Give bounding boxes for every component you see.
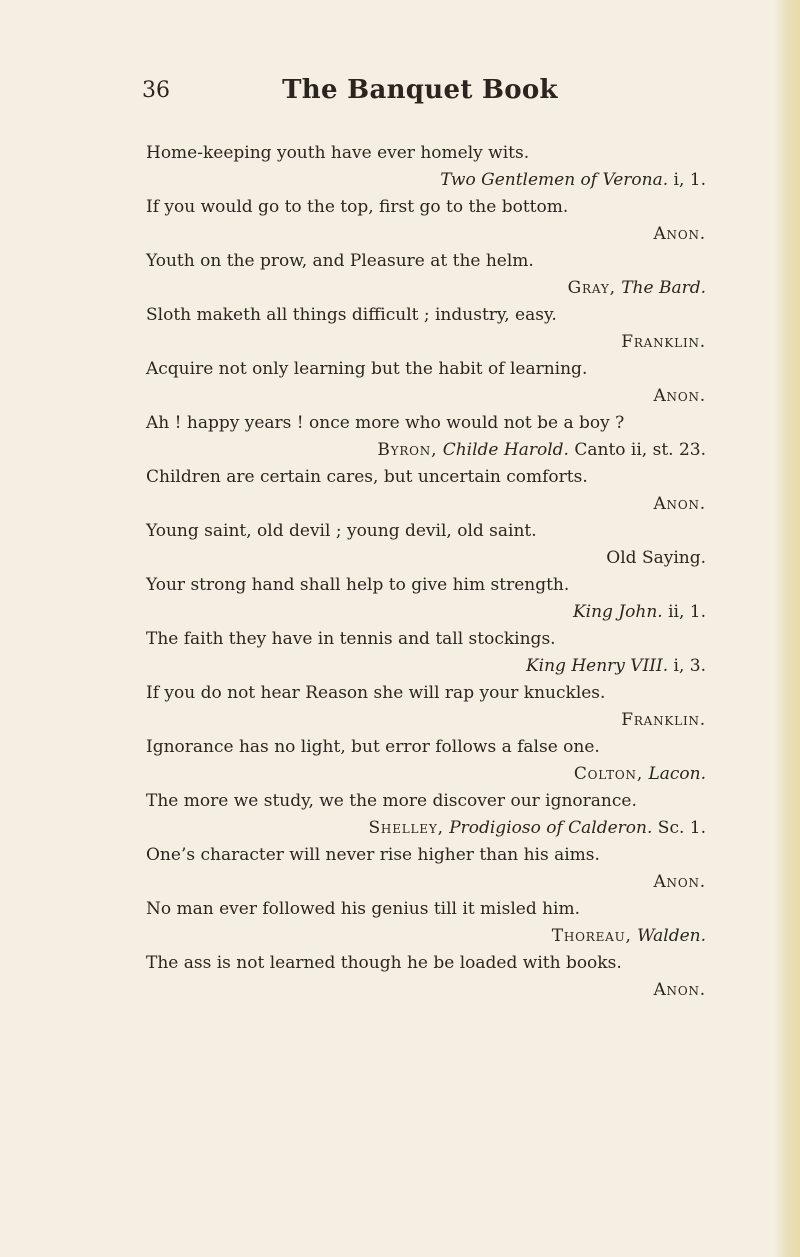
quotation-text: The faith they have in tennis and tall stockings. [146, 629, 556, 649]
attribution [146, 491, 706, 518]
attribution [146, 923, 706, 950]
quotation-entry [146, 356, 706, 410]
attribution-author: Franklin. [621, 332, 706, 352]
quotation-entry [146, 464, 706, 518]
attribution [146, 545, 706, 572]
attribution [146, 167, 706, 194]
quotation-text: One’s character will never rise higher than his aims. [146, 845, 600, 865]
quotation-text: Young saint, old devil ; young devil, old saint. [146, 521, 537, 541]
attribution-reference: Sc. 1. [652, 818, 706, 838]
quotation-entry [146, 140, 706, 194]
attribution [146, 329, 706, 356]
quotation-text: Ah ! happy years ! once more who would not be a boy ? [146, 413, 625, 433]
quotation-text: If you do not hear Reason she will rap your knuckles. [146, 683, 606, 703]
attribution [146, 383, 706, 410]
quotation-entry [146, 302, 706, 356]
attribution-author: Anon. [653, 494, 706, 514]
quotation-text: Home-keeping youth have ever homely wits. [146, 143, 530, 163]
quotation-text: Acquire not only learning but the habit of learning. [146, 359, 588, 379]
quotation-text: Sloth maketh all things difficult ; industry, easy. [146, 305, 557, 325]
quotation-entry [146, 896, 706, 950]
quotation-text: No man ever followed his genius till it misled him. [146, 899, 581, 919]
attribution-work: King John. [572, 602, 663, 622]
attribution [146, 653, 706, 680]
attribution-reference: Old Saying. [606, 548, 706, 568]
attribution-reference: ii, 1. [662, 602, 706, 622]
quotation-entry [146, 734, 706, 788]
quotation-list [146, 140, 706, 1004]
quotation-entry [146, 626, 706, 680]
running-title: The Banquet Book [282, 75, 558, 105]
quotation-text: The ass is not learned though he be loaded with books. [146, 953, 622, 973]
attribution-author: Gray, [567, 278, 616, 298]
attribution-work: Two Gentlemen of Verona. [440, 170, 669, 190]
quotation-text: Your strong hand shall help to give him strength. [146, 575, 570, 595]
quotation-entry [146, 194, 706, 248]
attribution-work: Walden. [637, 926, 706, 946]
page-number: 36 [142, 78, 170, 103]
attribution-reference: Canto ii, st. 23. [568, 440, 706, 460]
attribution [146, 221, 706, 248]
attribution [146, 815, 706, 842]
attribution-author: Thoreau, [551, 926, 632, 946]
quotation-text: If you would go to the top, first go to the bottom. [146, 197, 569, 217]
quotation-entry [146, 410, 706, 464]
attribution-author: Byron, [377, 440, 438, 460]
quotation-entry [146, 788, 706, 842]
attribution [146, 869, 706, 896]
quotation-entry [146, 842, 706, 896]
quotation-text: Ignorance has no light, but error follows a false one. [146, 737, 600, 757]
attribution-author: Anon. [653, 224, 706, 244]
attribution-work: Childe Harold. [442, 440, 569, 460]
attribution-work: Lacon. [648, 764, 706, 784]
attribution-reference: i, 3. [668, 656, 706, 676]
attribution [146, 707, 706, 734]
quotation-text: Youth on the prow, and Pleasure at the helm. [146, 251, 534, 271]
attribution [146, 437, 706, 464]
attribution-author: Anon. [653, 980, 706, 1000]
attribution-author: Shelley, [368, 818, 444, 838]
quotation-text: The more we study, we the more discover our ignorance. [146, 791, 637, 811]
attribution-author: Anon. [653, 386, 706, 406]
attribution [146, 275, 706, 302]
attribution-author: Colton, [573, 764, 644, 784]
quotation-entry [146, 518, 706, 572]
quotation-entry [146, 248, 706, 302]
quotation-entry [146, 950, 706, 1004]
attribution [146, 599, 706, 626]
attribution-author: Franklin. [621, 710, 706, 730]
attribution-work: The Bard. [621, 278, 706, 298]
attribution-work: Prodigioso of Calderon. [449, 818, 653, 838]
page-header [0, 76, 800, 116]
quotation-entry [146, 680, 706, 734]
quotation-entry [146, 572, 706, 626]
attribution [146, 977, 706, 1004]
attribution-work: King Henry VIII. [525, 656, 669, 676]
attribution [146, 761, 706, 788]
attribution-reference: i, 1. [668, 170, 706, 190]
attribution-author: Anon. [653, 872, 706, 892]
quotation-text: Children are certain cares, but uncertain comforts. [146, 467, 588, 487]
page-edge [774, 0, 800, 1257]
